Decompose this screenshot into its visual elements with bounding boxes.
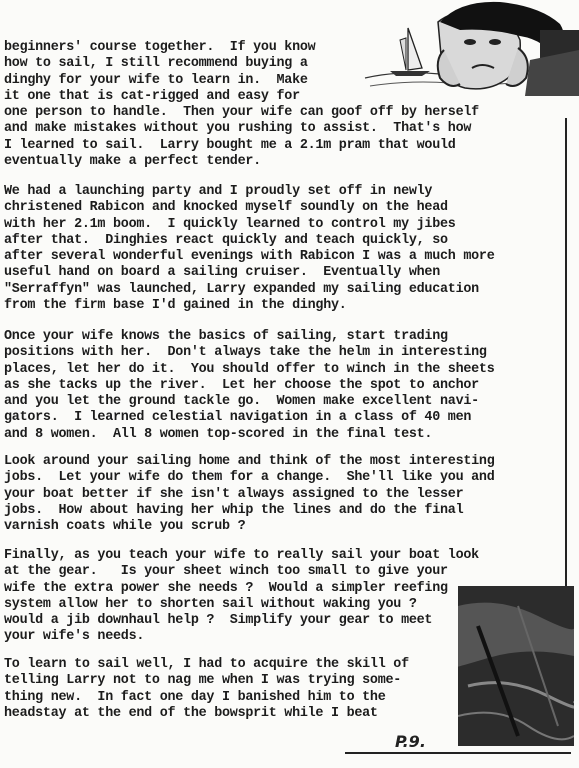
text-line: positions with her. Don't always take the helm in interesting <box>4 345 487 361</box>
text-line: dinghy for your wife to learn in. Make <box>4 72 308 88</box>
right-margin-rule <box>565 118 567 588</box>
paragraph-2 <box>4 184 495 314</box>
paragraph-5 <box>4 548 479 646</box>
bottom-rule <box>345 752 571 754</box>
text-line: and 8 women. All 8 women top-scored in the final test. <box>4 426 433 442</box>
text-line: varnish coats while you scrub ? <box>4 519 246 535</box>
text-line: one person to handle. Then your wife can goof off by herself <box>4 105 479 121</box>
paragraph-6 <box>4 657 409 722</box>
text-line: your boat better if she isn't always assigned to the lesser <box>4 486 464 502</box>
paragraph-4 <box>4 454 495 535</box>
text-line: with her 2.1m boom. I quickly learned to control my jibes <box>4 216 456 232</box>
paragraph-3 <box>4 329 495 443</box>
text-line: after that. Dinghies react quickly and teach quickly, so <box>4 232 448 248</box>
text-line: useful hand on board a sailing cruiser. Eventually when <box>4 265 440 281</box>
text-line: We had a launching party and I proudly set off in newly <box>4 184 433 199</box>
text-line: and make mistakes without you rushing to assist. That's how <box>4 121 472 137</box>
text-line: would a jib downhaul help ? Simplify your gear to meet <box>4 613 433 629</box>
page-number: P.9. <box>395 732 426 751</box>
text-line: jobs. How about having her whip the lines and do the final <box>4 502 464 518</box>
text-line: Look around your sailing home and think of the most interesting <box>4 454 495 469</box>
text-line: "Serraffyn" was launched, Larry expanded my sailing education <box>4 281 479 297</box>
text-line: headstay at the end of the bowsprit while I beat <box>4 705 378 721</box>
text-line: places, let her do it. You should offer to winch in the sheets <box>4 361 495 377</box>
text-line: gators. I learned celestial navigation in a class of 40 men <box>4 410 472 426</box>
text-line: I learned to sail. Larry bought me a 2.1m pram that would <box>4 137 456 153</box>
text-line: system allow her to shorten sail without waking you ? <box>4 596 417 612</box>
text-line: christened Rabicon and knocked myself soundly on the head <box>4 200 448 216</box>
text-line: Once your wife knows the basics of sailing, start trading <box>4 329 448 344</box>
text-line: at the gear. Is your sheet winch too small to give your <box>4 564 448 580</box>
text-line: Finally, as you teach your wife to really sail your boat look <box>4 548 479 563</box>
text-line: how to sail, I still recommend buying a <box>4 56 308 72</box>
text-line: eventually make a perfect tender. <box>4 154 261 170</box>
text-line: after several wonderful evenings with Rabicon I was a much more <box>4 249 495 265</box>
text-line: jobs. Let your wife do them for a change. She'll like you and <box>4 470 495 486</box>
text-line: your wife's needs. <box>4 629 145 645</box>
text-line: from the firm base I'd gained in the dinghy. <box>4 298 347 314</box>
text-line: and you let the ground tackle go. Women make excellent navi- <box>4 394 479 410</box>
text-line: as she tacks up the river. Let her choose the spot to anchor <box>4 377 479 393</box>
text-line: wife the extra power she needs ? Would a simpler reefing <box>4 580 448 596</box>
text-line: thing new. In fact one day I banished him to the <box>4 689 386 705</box>
text-line: beginners' course together. If you know <box>4 40 316 55</box>
text-line: it one that is cat-rigged and easy for <box>4 88 300 104</box>
text-line: To learn to sail well, I had to acquire the skill of <box>4 657 409 672</box>
text-line: telling Larry not to nag me when I was trying some- <box>4 673 402 689</box>
paragraph-1 <box>4 40 479 170</box>
